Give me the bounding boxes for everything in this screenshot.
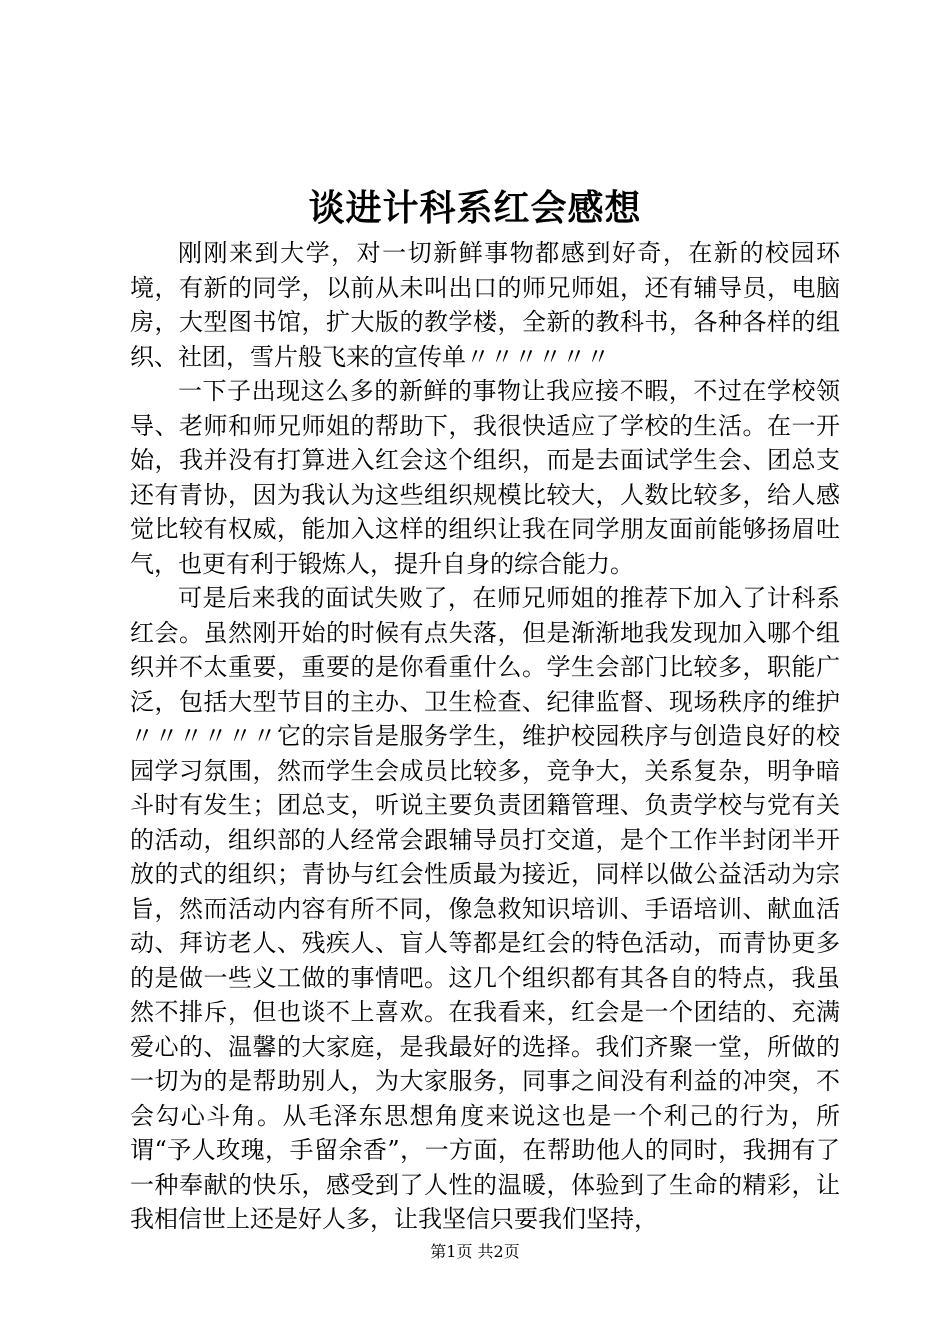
paragraph: 刚刚来到大学，对一切新鲜事物都感到好奇，在新的校园环境，有新的同学，以前从未叫出口的师兄师姐，还有辅导员，电脑房，大型图书馆，扩大版的教学楼，全新的教科书，各种各样的组织、社团，雪片般飞来的宣传单〃〃〃〃〃〃 bbox=[130, 239, 840, 371]
document-title: 谈进计科系红会感想 bbox=[308, 187, 642, 229]
document-body bbox=[130, 236, 840, 1237]
paragraph: 一下子出现这么多的新鲜的事物让我应接不暇，不过在学校领导、老师和师兄师姐的帮助下，我很快适应了学校的生活。在一开始，我并没有打算进入红会这个组织，而是去面试学生会、团总支还有青协，因为我认为这些组织规模比较大，人数比较多，给人感觉比较有权威，能加入这样的组织让我在同学朋友面前能够扬眉吐气，也更有利于锻炼人，提升自身的综合能力。 bbox=[130, 377, 840, 578]
page-number-footer: 第1页 共2页 bbox=[430, 1242, 520, 1261]
paragraph: 可是后来我的面试失败了，在师兄师姐的推荐下加入了计科系红会。虽然刚开始的时候有点失落，但是渐渐地我发现加入哪个组织并不太重要，重要的是你看重什么。学生会部门比较多，职能广泛，包括大型节目的主办、卫生检查、纪律监督、现场秩序的维护〃〃〃〃〃〃它的宗旨是服务学生，维护校园秩序与创造良好的校园学习氛围，然而学生会成员比较多，竞争大，关系复杂，明争暗斗时有发生；团总支，听说主要负责团籍管理、负责学校与党有关的活动，组织部的人经常会跟辅导员打交道，是个工作半封闭半开放的式的组织；青协与红会性质最为接近，同样以做公益活动为宗旨，然而活动内容有所不同，像急救知识培训、手语培训、献血活动、拜访老人、残疾人、盲人等都是红会的特色活动，而青协更多的是做一些义工做的事情吧。这几个组织都有其各自的特点，我虽然不排斥，但也谈不上喜欢。在我看来，红会是一个团结的、充满爱心的、温馨的大家庭，是我最好的选择。我们齐聚一堂，所做的一切为的是帮助别人，为大家服务，同事之间没有利益的冲突，不会勾心斗角。从毛泽东思想角度来说这也是一个利己的行为，所谓“予人玫瑰，手留余香”，一方面，在帮助他人的同时，我拥有了一种奉献的快乐，感受到了人性的温暖，体验到了生命的精彩，让我相信世上还是好人多，让我坚信只要我们坚持， bbox=[130, 584, 840, 1233]
